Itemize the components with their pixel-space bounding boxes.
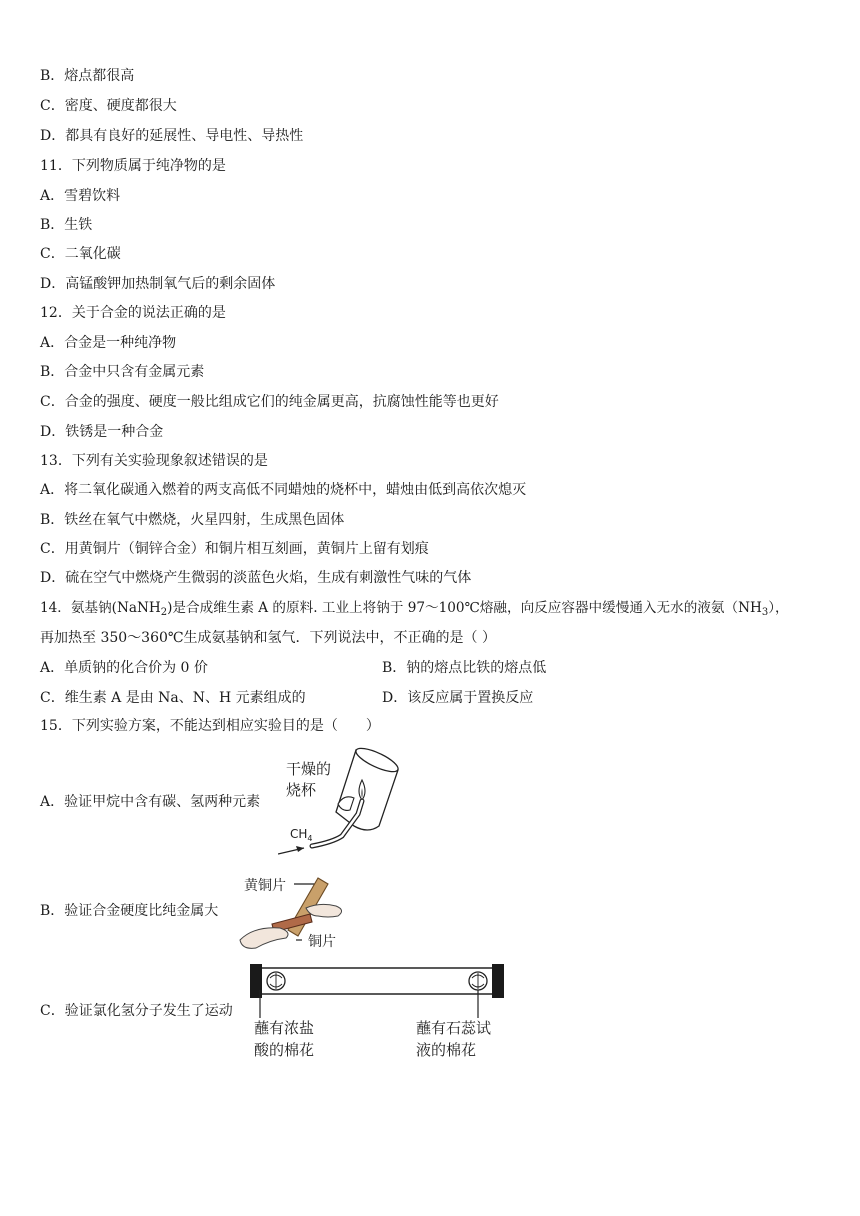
q14-option-c: C．维生素 A 是由 Na、N、H 元素组成的: [40, 690, 306, 706]
q13-option-c: C．用黄铜片（铜锌合金）和铜片相互刻画，黄铜片上留有划痕: [40, 541, 429, 557]
q14-option-b: B．钠的熔点比铁的熔点低: [382, 660, 547, 676]
q10-option-d: D．都具有良好的延展性、导电性、导热性: [40, 128, 304, 144]
fig-b-label-copper: 铜片: [308, 934, 336, 950]
q14-sub-2: 2: [160, 607, 168, 618]
brass-copper-figure: [236, 870, 350, 952]
q14-stem-line2: 再加热至 350～360℃生成氨基钠和氢气．下列说法中，不正确的是（ ）: [40, 630, 497, 646]
q14-option-row2: [40, 689, 534, 707]
glass-tube-figure: [246, 960, 508, 1064]
glass-tube-icon: [250, 964, 504, 998]
q14-option-d: D．该反应属于置换反应: [382, 690, 534, 706]
q13-stem: 13．下列有关实验现象叙述错误的是: [40, 453, 268, 469]
q10-option-c: C．密度、硬度都很大: [40, 98, 177, 114]
fig-a-label-dry: 干燥的: [286, 760, 332, 778]
fig-b-label-brass: 黄铜片: [244, 878, 286, 894]
cotton-left-icon: [267, 972, 285, 990]
q12-stem: 12．关于合金的说法正确的是: [40, 305, 226, 321]
q11-option-b: B．生铁: [40, 217, 93, 233]
q11-option-c: C．二氧化碳: [40, 246, 121, 262]
q13-option-a: A．将二氧化碳通入燃着的两支高低不同蜡烛的烧杯中，蜡烛由低到高依次熄灭: [40, 482, 527, 498]
fig-c-right-label-2: 液的棉花: [416, 1041, 477, 1059]
q12-option-b: B．合金中只含有金属元素: [40, 364, 205, 380]
methane-beaker-figure: [278, 744, 408, 856]
fig-c-left-label-1: 蘸有浓盐: [254, 1019, 315, 1037]
q15-option-b: B．验证合金硬度比纯金属大: [40, 903, 219, 919]
q11-option-a: A．雪碧饮料: [40, 188, 121, 204]
q15-stem: 15．下列实验方案，不能达到相应实验目的是（ ）: [40, 718, 380, 734]
q14-text-b: )是合成维生素 A 的原料. 工业上将钠于 97～100℃熔融，向反应容器中缓慢通入无水的液氨（NH: [167, 600, 762, 616]
q14-text-c: ），: [768, 600, 789, 616]
beaker-icon: [336, 744, 401, 830]
fig-a-gas-label: $CH_4$: [290, 827, 313, 843]
q15-option-c: C．验证氯化氢分子发生了运动: [40, 1003, 233, 1019]
cotton-right-icon: [469, 972, 487, 990]
q14-sub-3: 3: [761, 607, 769, 618]
q12-option-a: A．合金是一种纯净物: [40, 335, 177, 351]
q14-option-a: A．单质钠的化合价为 0 价: [40, 660, 208, 676]
q14-text-a: 14．氨基钠(NaNH: [40, 600, 161, 616]
fig-c-left-label-2: 酸的棉花: [254, 1041, 315, 1059]
arrow-icon: [278, 846, 304, 854]
q12-option-d: D．铁锈是一种合金: [40, 424, 164, 440]
fig-a-label-beaker: 烧杯: [286, 781, 317, 799]
q15-option-a: A．验证甲烷中含有碳、氢两种元素: [40, 794, 261, 810]
q11-option-d: D．高锰酸钾加热制氧气后的剩余固体: [40, 276, 276, 292]
q12-option-c: C．合金的强度、硬度一般比组成它们的纯金属更高，抗腐蚀性能等也更好: [40, 394, 499, 410]
q11-stem: 11．下列物质属于纯净物的是: [40, 158, 226, 174]
q10-option-b: B．熔点都很高: [40, 68, 135, 84]
q14-option-row1: [40, 659, 547, 677]
fig-c-right-label-1: 蘸有石蕊试: [416, 1019, 492, 1037]
q13-option-d: D．硫在空气中燃烧产生微弱的淡蓝色火焰，生成有刺激性气味的气体: [40, 570, 472, 586]
q13-option-b: B．铁丝在氧气中燃烧，火星四射，生成黑色固体: [40, 512, 345, 528]
q14-stem-line1: [40, 599, 789, 617]
